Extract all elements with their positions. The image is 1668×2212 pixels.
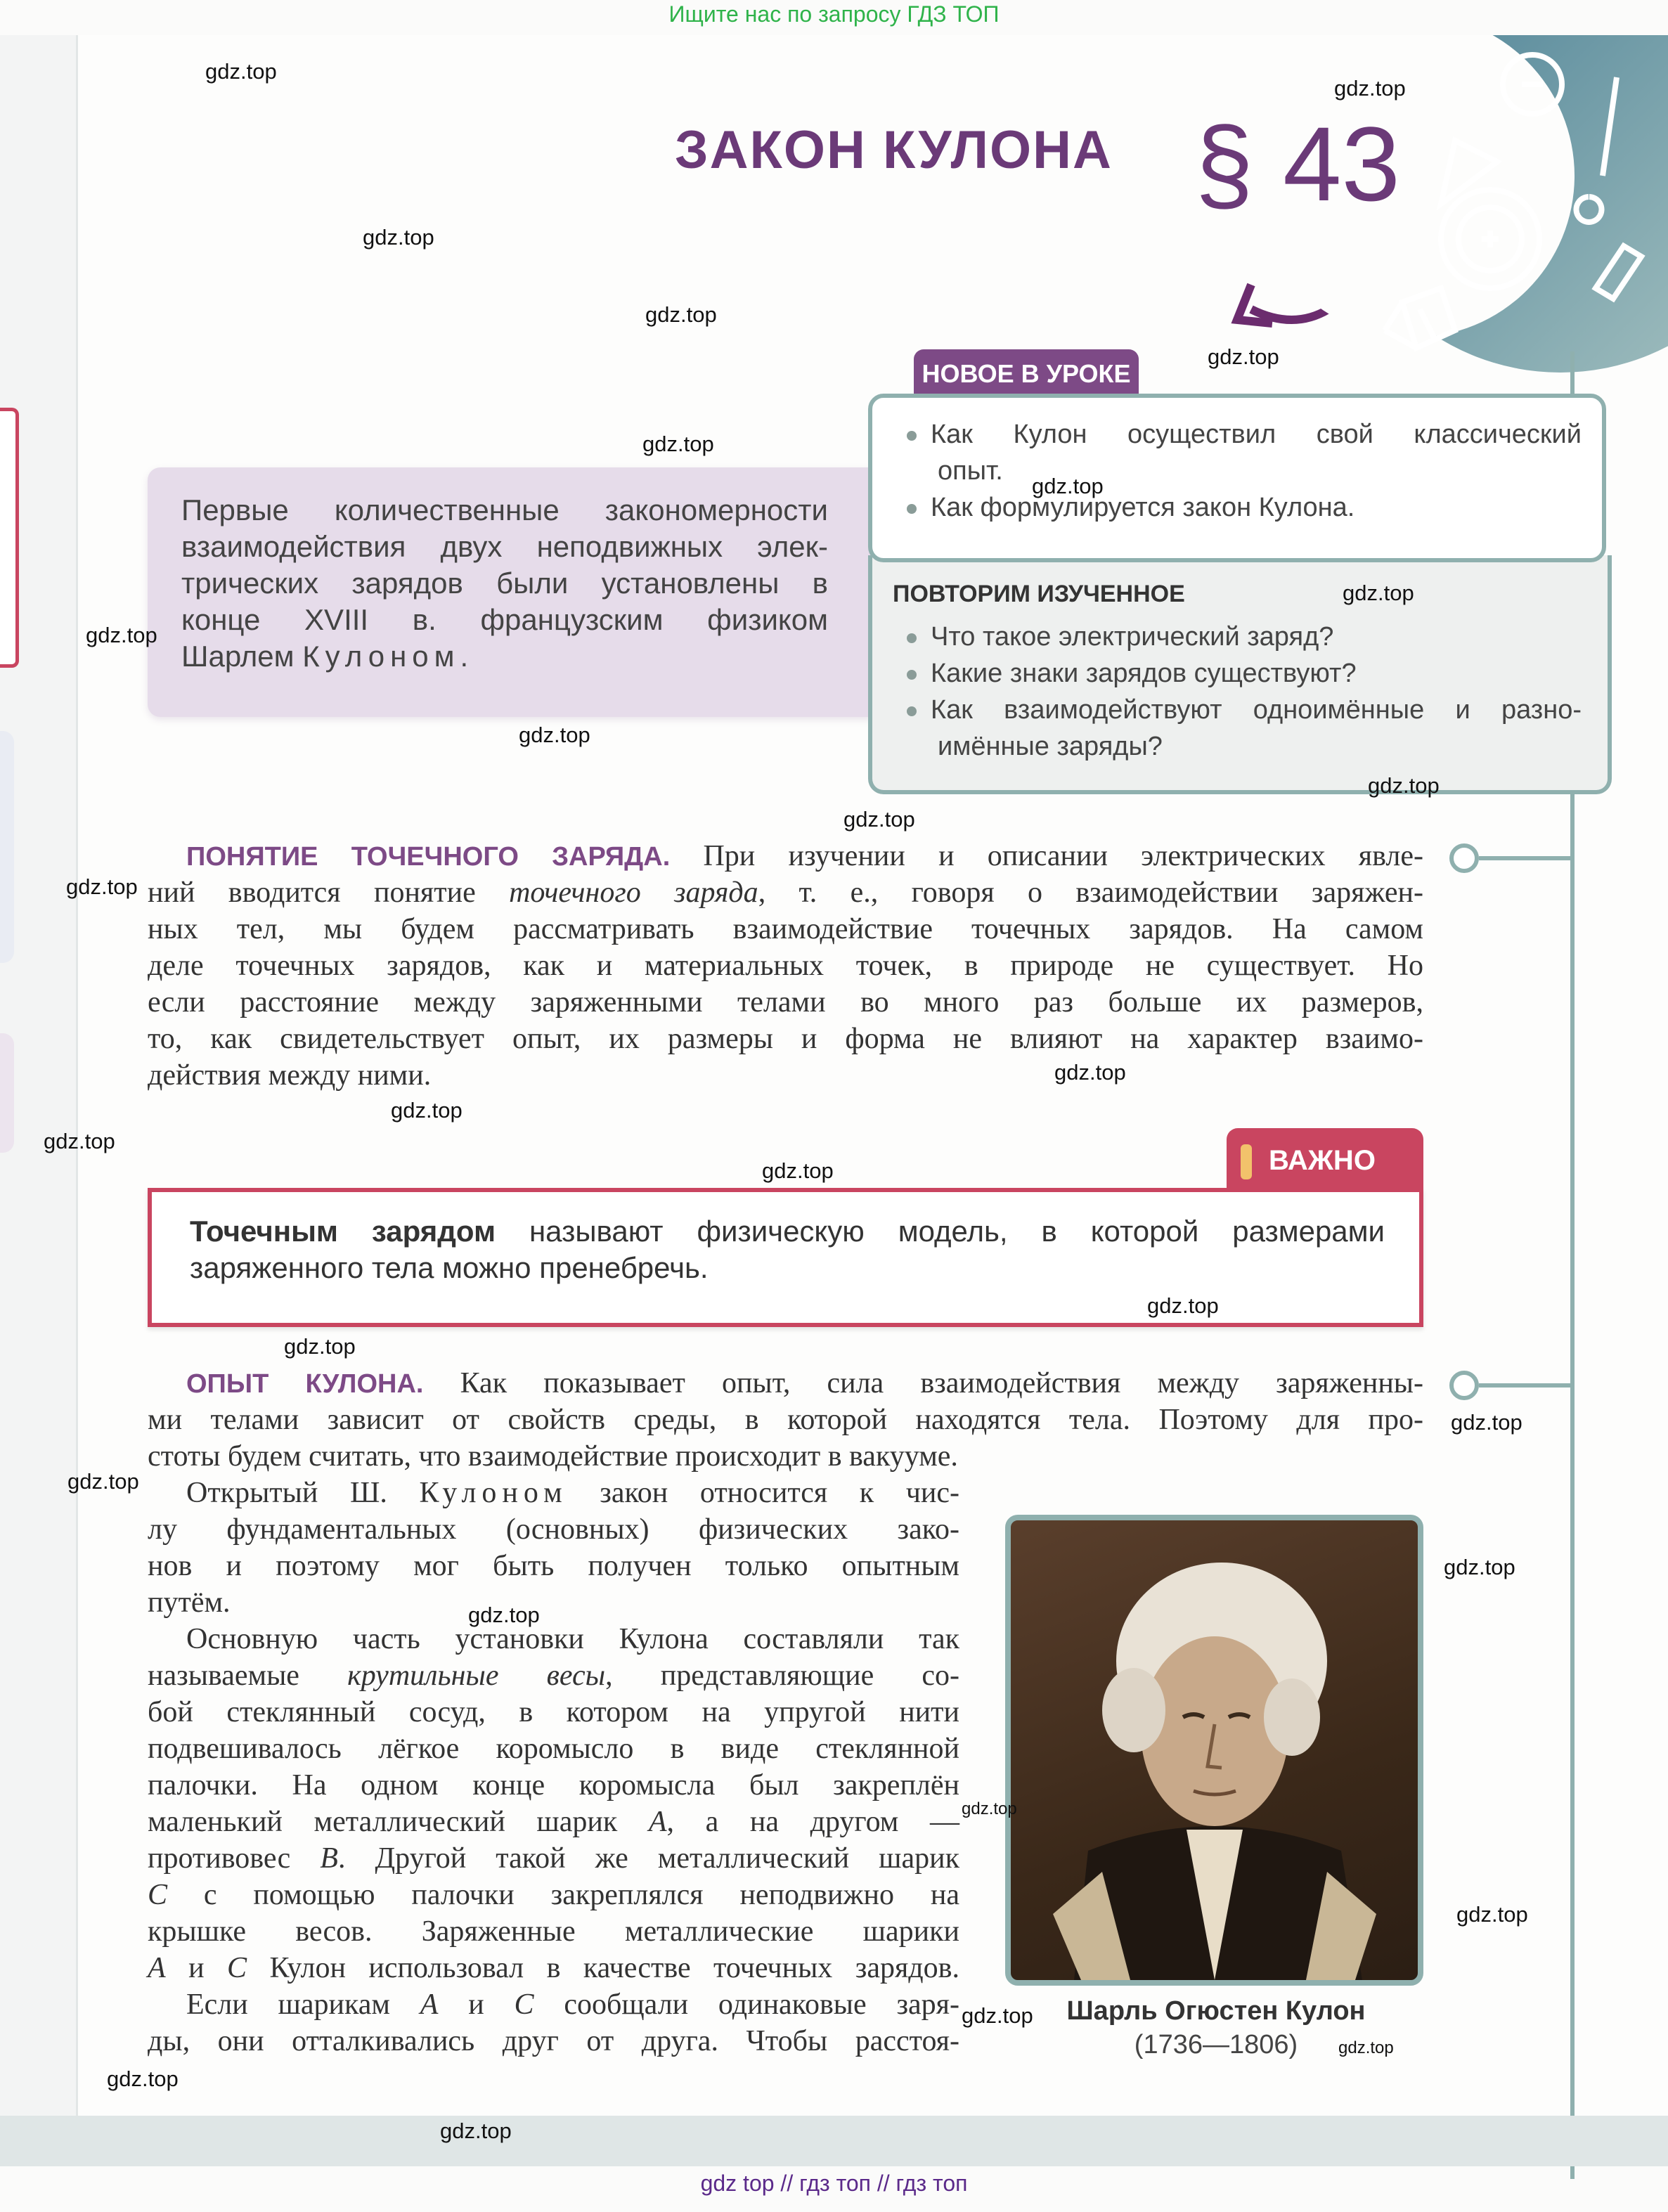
text-segment: называют физическую модель, в которой размерами: [496, 1215, 1385, 1248]
text-line: [148, 1731, 959, 1767]
watermark: gdz.top: [1456, 1902, 1528, 1927]
portrait-caption-years: (1736—1806): [1134, 2030, 1298, 2059]
text-segment: путём.: [148, 1586, 231, 1619]
section-heading: ПОНЯТИЕ ТОЧЕЧНОГО ЗАРЯДА.: [186, 842, 671, 872]
text-line: [148, 1548, 959, 1584]
text-segment: трических зарядов были установлены в: [181, 567, 828, 600]
text-segment: Кулоном: [419, 1477, 568, 1509]
text-segment: противовес: [148, 1842, 321, 1875]
watermark: gdz.top: [1444, 1555, 1515, 1579]
timeline-node: [1449, 843, 1479, 873]
text-line: [181, 529, 828, 565]
text-line: [148, 1877, 959, 1913]
watermark: gdz.top: [1054, 1060, 1126, 1085]
text-segment: если расстояние между заряженными телами во много раз больше их размеров,: [148, 986, 1423, 1018]
text-segment: нов и поэтому мог быть получен только опытным: [148, 1550, 959, 1582]
watermark: gdz.top: [962, 1799, 1017, 1818]
portrait-image: [1011, 1520, 1418, 1980]
italic-term: A: [420, 1988, 439, 2021]
watermark: gdz.top: [440, 2119, 512, 2143]
portrait-caption-name: Шарль Огюстен Кулон: [1066, 1996, 1366, 2026]
watermark: gdz.top: [519, 723, 590, 747]
text-segment: Первые количественные закономерности: [181, 493, 828, 526]
text-segment: , представляющие со-: [605, 1660, 959, 1692]
text-segment: Кулоном: [302, 640, 460, 673]
text-segment: Шарлем: [181, 640, 303, 673]
text-segment: Открытый Ш.: [186, 1477, 420, 1509]
bullet-icon: [907, 633, 917, 643]
text-line: [148, 1694, 959, 1731]
text-segment: бой стеклянный сосуд, в котором на упругой нити: [148, 1696, 959, 1728]
list-item-text: Что такое электрический заряд?: [931, 622, 1334, 652]
text-segment: сообщали одинаковые заря-: [534, 1988, 959, 2021]
intro-text: [181, 492, 828, 675]
text-line: [148, 1511, 959, 1548]
watermark: gdz.top: [762, 1158, 834, 1183]
text-segment: и: [438, 1988, 515, 2021]
text-line: [148, 1986, 959, 2023]
text-line: [148, 947, 1423, 984]
watermark: gdz.top: [66, 874, 138, 899]
previous-page-box: [0, 731, 14, 963]
exclamation-icon: [1241, 1144, 1252, 1179]
text-segment: Если шарикам: [186, 1988, 420, 2021]
text-segment: взаимодействия двух неподвижных элек-: [181, 530, 828, 563]
important-label: [1227, 1128, 1423, 1190]
text-segment: палочки. На одном конце коромысла был закреплён: [148, 1769, 959, 1802]
watermark: gdz.top: [391, 1098, 463, 1123]
list-item-text: Какие знаки зарядов существуют?: [931, 659, 1357, 688]
text-segment: действия между ними.: [148, 1059, 432, 1092]
text-segment: Кулон использовал в качестве точечных зарядов.: [247, 1952, 959, 1984]
italic-term: A: [648, 1806, 667, 1838]
text-line: [148, 1950, 959, 1986]
text-line: [181, 638, 468, 675]
review-list: [907, 619, 1582, 765]
page-title: ЗАКОН КУЛОНА: [675, 120, 1113, 180]
italic-term: крутильные весы: [347, 1660, 606, 1692]
previous-page-box: [0, 1033, 14, 1153]
text-segment: Как показывает опыт, сила взаимодействия между заряженны-: [423, 1367, 1423, 1399]
text-line: [181, 492, 828, 529]
important-definition: [190, 1213, 1385, 1286]
text-line: [148, 1438, 958, 1475]
bullet-icon: [907, 706, 917, 716]
text-line: [148, 1913, 959, 1950]
text-segment: с помощью палочки закреплялся неподвижно на: [167, 1879, 959, 1911]
watermark: gdz.top: [1338, 2038, 1394, 2057]
text-segment: , т. е., говоря о взаимодействии заряжен-: [758, 877, 1424, 909]
bold-term: Точечным зарядом: [190, 1215, 496, 1248]
text-line: [148, 1584, 231, 1621]
watermark: gdz.top: [1451, 1410, 1522, 1435]
list-item: [907, 692, 1582, 728]
watermark: gdz.top: [205, 59, 277, 84]
italic-term: C: [148, 1879, 168, 1911]
watermark: gdz.top: [44, 1129, 115, 1153]
page-fold: [76, 35, 78, 2116]
list-item: [907, 619, 1333, 655]
list-item: [907, 416, 1582, 453]
watermark: gdz.top: [86, 623, 157, 647]
text-segment: заряженного тела можно пренебречь.: [190, 1251, 709, 1284]
text-line: [181, 602, 828, 638]
text-line: [190, 1250, 709, 1286]
watermark: gdz.top: [642, 432, 714, 456]
coulomb-portrait: [1005, 1515, 1423, 1986]
portrait-caption: [1012, 1996, 1420, 2026]
watermark: gdz.top: [363, 225, 434, 250]
text-segment: ний вводится понятие: [148, 877, 510, 909]
text-line: [148, 1057, 431, 1094]
bullet-icon: [907, 504, 917, 514]
text-line: [148, 1475, 959, 1511]
text-line: [148, 984, 1423, 1021]
important-label-text: ВАЖНО: [1269, 1145, 1376, 1176]
text-line: [148, 2023, 959, 2059]
watermark: gdz.top: [284, 1334, 356, 1359]
text-segment: Основную часть установки Кулона составляли так: [186, 1623, 959, 1655]
text-line: [148, 1021, 1423, 1057]
italic-term: B: [320, 1842, 338, 1875]
list-item-text: Как формулируется закон Кулона.: [931, 493, 1355, 522]
italic-term: C: [227, 1952, 247, 1984]
watermark: gdz.top: [1032, 474, 1104, 498]
timeline-connector: [1479, 1383, 1572, 1388]
text-segment: и: [165, 1952, 228, 1984]
text-segment: то, как свидетельствует опыт, их размеры и форма не влияют на характер взаимо-: [148, 1023, 1423, 1055]
review-label: ПОВТОРИМ ИЗУЧЕННОЕ: [893, 581, 1185, 607]
watermark: gdz.top: [843, 807, 915, 832]
list-item-continuation: имённые заряды?: [938, 732, 1163, 761]
text-line: [148, 1657, 959, 1694]
watermark: gdz.top: [1334, 76, 1406, 101]
new-in-lesson-list: [907, 416, 1582, 526]
bullet-icon: [907, 670, 917, 680]
text-line: [148, 1621, 959, 1657]
text-segment: При изучении и описании электрических явле-: [670, 840, 1423, 872]
text-segment: лу фундаментальных (основных) физических зако-: [148, 1513, 959, 1546]
page-bottom-band: [0, 2116, 1668, 2166]
text-line: [148, 1840, 959, 1877]
text-segment: ных тел, мы будем рассматривать взаимодействие точечных зарядов. На самом: [148, 913, 1423, 945]
text-line: [148, 1804, 959, 1840]
italic-term: точечного заряда: [509, 877, 758, 909]
text-segment: ми телами зависит от свойств среды, в которой находятся тела. Поэтому для про-: [148, 1404, 1423, 1436]
italic-term: A: [148, 1952, 166, 1984]
experiment-text-column: [148, 1475, 959, 2059]
footer-links[interactable]: gdz top // гдз топ // гдз топ: [700, 2171, 968, 2196]
italic-term: C: [514, 1988, 534, 2021]
text-line: [148, 911, 1423, 947]
text-segment: конце XVIII в. французским физиком: [181, 603, 828, 636]
text-segment: ды, они отталкивались друг от друга. Чтобы расстоя-: [148, 2025, 959, 2057]
section-number: § 43: [1195, 105, 1400, 223]
list-item-text: Как Кулон осуществил свой классический: [931, 420, 1582, 449]
text-segment: . Другой такой же металлический шарик: [337, 1842, 959, 1875]
watermark: gdz.top: [1368, 773, 1440, 798]
watermark: gdz.top: [1343, 581, 1414, 605]
watermark: gdz.top: [67, 1469, 139, 1494]
list-item-continuation: опыт.: [938, 456, 1003, 486]
text-line: [181, 565, 828, 602]
text-line: [148, 1365, 1423, 1402]
new-in-lesson-label: НОВОЕ В УРОКЕ: [914, 349, 1139, 396]
section-coulomb-experiment: [148, 1365, 1423, 1475]
list-item: [907, 655, 1357, 692]
text-segment: стоты будем считать, что взаимодействие происходит в вакууме.: [148, 1440, 958, 1473]
watermark: gdz.top: [468, 1603, 540, 1627]
text-line: [190, 1213, 1385, 1250]
text-segment: , а на другом —: [666, 1806, 959, 1838]
timeline-connector: [1479, 856, 1572, 860]
watermark: gdz.top: [645, 302, 717, 327]
text-line: [148, 874, 1423, 911]
text-line: [148, 1402, 1423, 1438]
text-segment: .: [460, 640, 469, 673]
watermark: gdz.top: [1208, 344, 1279, 369]
text-segment: крышке весов. Заряженные металлические шарики: [148, 1915, 959, 1948]
text-line: [148, 1767, 959, 1804]
list-item-text: Как взаимодействуют одноимённые и разно-: [931, 695, 1582, 725]
search-banner: Ищите нас по запросу ГДЗ ТОП: [668, 1, 1000, 27]
list-item: [907, 489, 1355, 526]
text-segment: закон относится к чис-: [567, 1477, 959, 1509]
text-segment: деле точечных зарядов, как и материальных точек, в природе не существует. Но: [148, 950, 1423, 982]
text-segment: подвешивалось лёгкое коромысло в виде стеклянной: [148, 1733, 959, 1765]
watermark: gdz.top: [1147, 1293, 1219, 1318]
text-line: [148, 838, 1423, 874]
section-heading: ОПЫТ КУЛОНА.: [186, 1369, 424, 1399]
section-point-charge: [148, 838, 1423, 1094]
text-segment: называемые: [148, 1660, 348, 1692]
watermark: gdz.top: [107, 2067, 179, 2091]
timeline-node: [1449, 1371, 1479, 1400]
previous-page-box: [0, 408, 19, 668]
watermark: gdz.top: [962, 2003, 1033, 2028]
bullet-icon: [907, 431, 917, 441]
text-segment: маленький металлический шарик: [148, 1806, 649, 1838]
